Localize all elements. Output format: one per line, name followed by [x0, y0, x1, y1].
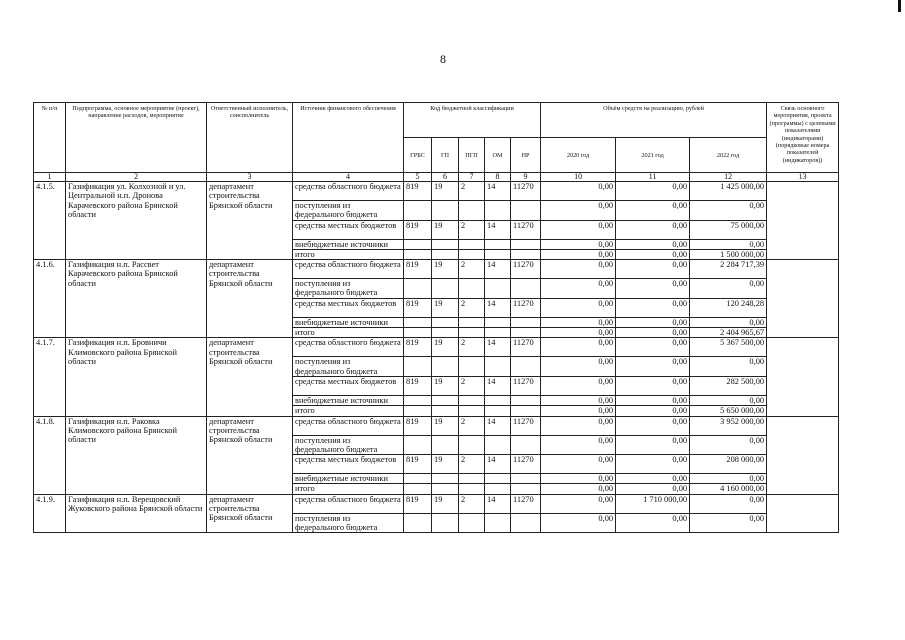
code-om — [485, 201, 511, 221]
value-2022: 0,00 — [690, 395, 767, 405]
item-name: Газификация ул. Колхозной и ул. Центральной н.п. Дронова Карачевского района Брянской области — [66, 182, 207, 260]
code-grbs — [404, 328, 432, 338]
code-gp — [432, 239, 459, 249]
value-2021: 0,00 — [616, 474, 690, 484]
value-2022: 0,00 — [690, 201, 767, 221]
value-2022: 1 500 000,00 — [690, 249, 767, 259]
indicator-link — [767, 416, 839, 494]
value-2020: 0,00 — [541, 395, 616, 405]
code-nr — [511, 279, 541, 299]
value-2021: 0,00 — [616, 416, 690, 435]
code-nr: 11270 — [511, 182, 541, 201]
code-om: 14 — [485, 298, 511, 317]
code-grbs: 819 — [404, 338, 432, 357]
code-om — [485, 513, 511, 533]
source-label: поступления из федерального бюджета — [293, 201, 404, 221]
source-label: средства областного бюджета — [293, 416, 404, 435]
value-2021: 0,00 — [616, 338, 690, 357]
column-number: 3 — [207, 173, 293, 182]
column-number: 2 — [66, 173, 207, 182]
code-nr — [511, 328, 541, 338]
budget-table — [33, 102, 839, 533]
value-2021: 0,00 — [616, 513, 690, 533]
value-2020: 0,00 — [541, 260, 616, 279]
code-om: 14 — [485, 182, 511, 201]
value-2020: 0,00 — [541, 279, 616, 299]
code-nr — [511, 406, 541, 416]
code-om: 14 — [485, 260, 511, 279]
code-gp — [432, 484, 459, 494]
code-grbs — [404, 513, 432, 533]
source-label: средства местных бюджетов — [293, 220, 404, 239]
column-number: 9 — [511, 173, 541, 182]
column-number: 12 — [690, 173, 767, 182]
code-pgp: 2 — [459, 416, 485, 435]
item-executor: департамент строительства Брянской области — [207, 182, 293, 260]
value-2020: 0,00 — [541, 494, 616, 513]
code-pgp — [459, 328, 485, 338]
code-gp — [432, 249, 459, 259]
header-nr: НР — [511, 138, 541, 173]
code-gp: 19 — [432, 376, 459, 395]
value-2020: 0,00 — [541, 484, 616, 494]
code-pgp — [459, 395, 485, 405]
value-2022: 0,00 — [690, 494, 767, 513]
value-2021: 0,00 — [616, 357, 690, 377]
source-label: средства областного бюджета — [293, 260, 404, 279]
code-gp: 19 — [432, 416, 459, 435]
code-nr: 11270 — [511, 338, 541, 357]
code-pgp: 2 — [459, 455, 485, 474]
code-gp — [432, 201, 459, 221]
header-program: Подпрограмма, основное мероприятие (проект), направление расходов, мероприятие — [66, 103, 207, 173]
column-number: 1 — [34, 173, 66, 182]
source-label: итого — [293, 484, 404, 494]
value-2020: 0,00 — [541, 376, 616, 395]
value-2020: 0,00 — [541, 338, 616, 357]
column-number: 13 — [767, 173, 839, 182]
value-2020: 0,00 — [541, 328, 616, 338]
code-pgp — [459, 249, 485, 259]
code-pgp: 2 — [459, 494, 485, 513]
code-pgp — [459, 201, 485, 221]
header-pgp: ПГП — [459, 138, 485, 173]
code-pgp — [459, 484, 485, 494]
value-2022: 0,00 — [690, 435, 767, 455]
header-gp: ГП — [432, 138, 459, 173]
column-number: 5 — [404, 173, 432, 182]
code-gp — [432, 328, 459, 338]
code-pgp — [459, 239, 485, 249]
value-2022: 120 248,28 — [690, 298, 767, 317]
column-number: 6 — [432, 173, 459, 182]
code-nr: 11270 — [511, 260, 541, 279]
value-2020: 0,00 — [541, 220, 616, 239]
code-nr — [511, 317, 541, 327]
header-num: № п/п — [34, 103, 66, 173]
header-link: Связь основного мероприятия, проекта (программы) с целевыми показателями (индикаторами) (порядковые номера показателей (индикаторов)) — [767, 103, 839, 173]
column-number: 10 — [541, 173, 616, 182]
value-2020: 0,00 — [541, 239, 616, 249]
value-2021: 0,00 — [616, 298, 690, 317]
value-2020: 0,00 — [541, 513, 616, 533]
code-grbs — [404, 317, 432, 327]
source-label: внебюджетные источники — [293, 474, 404, 484]
table-row — [34, 494, 839, 513]
value-2020: 0,00 — [541, 317, 616, 327]
value-2022: 4 160 000,00 — [690, 484, 767, 494]
code-gp — [432, 513, 459, 533]
code-nr — [511, 395, 541, 405]
item-number: 4.1.7. — [34, 338, 66, 416]
code-grbs: 819 — [404, 376, 432, 395]
value-2021: 0,00 — [616, 249, 690, 259]
code-om — [485, 249, 511, 259]
code-grbs — [404, 201, 432, 221]
value-2021: 0,00 — [616, 317, 690, 327]
code-gp: 19 — [432, 338, 459, 357]
value-2020: 0,00 — [541, 357, 616, 377]
header-2022: 2022 год — [690, 138, 767, 173]
code-nr: 11270 — [511, 376, 541, 395]
code-grbs — [404, 239, 432, 249]
value-2020: 0,00 — [541, 249, 616, 259]
column-number: 8 — [485, 173, 511, 182]
code-pgp — [459, 435, 485, 455]
code-pgp — [459, 357, 485, 377]
code-nr — [511, 484, 541, 494]
header-2021: 2021 год — [616, 138, 690, 173]
code-om — [485, 279, 511, 299]
value-2021: 0,00 — [616, 328, 690, 338]
value-2021: 1 710 000,00 — [616, 494, 690, 513]
code-gp: 19 — [432, 220, 459, 239]
value-2021: 0,00 — [616, 395, 690, 405]
source-label: средства местных бюджетов — [293, 298, 404, 317]
code-om — [485, 357, 511, 377]
value-2022: 5 650 000,00 — [690, 406, 767, 416]
code-gp — [432, 395, 459, 405]
source-label: внебюджетные источники — [293, 395, 404, 405]
code-grbs — [404, 279, 432, 299]
header-grbs: ГРБС — [404, 138, 432, 173]
value-2022: 0,00 — [690, 317, 767, 327]
column-numbers-row — [34, 173, 839, 182]
code-pgp — [459, 474, 485, 484]
value-2022: 0,00 — [690, 279, 767, 299]
header-volume: Объём средств на реализацию, рублей — [541, 103, 767, 138]
item-number: 4.1.8. — [34, 416, 66, 494]
value-2021: 0,00 — [616, 220, 690, 239]
source-label: средства местных бюджетов — [293, 455, 404, 474]
code-nr — [511, 249, 541, 259]
code-gp — [432, 317, 459, 327]
source-label: поступления из федерального бюджета — [293, 513, 404, 533]
item-executor: департамент строительства Брянской области — [207, 338, 293, 416]
code-om — [485, 474, 511, 484]
code-grbs: 819 — [404, 455, 432, 474]
code-om — [485, 239, 511, 249]
value-2021: 0,00 — [616, 201, 690, 221]
code-nr — [511, 239, 541, 249]
source-label: итого — [293, 406, 404, 416]
code-gp: 19 — [432, 182, 459, 201]
code-gp — [432, 474, 459, 484]
source-label: средства областного бюджета — [293, 494, 404, 513]
code-nr: 11270 — [511, 298, 541, 317]
code-nr — [511, 435, 541, 455]
item-name: Газификация н.п. Рассвет Карачевского района Брянской области — [66, 260, 207, 338]
code-pgp — [459, 513, 485, 533]
code-nr: 11270 — [511, 220, 541, 239]
code-om: 14 — [485, 220, 511, 239]
value-2020: 0,00 — [541, 416, 616, 435]
table-row — [34, 338, 839, 357]
value-2020: 0,00 — [541, 406, 616, 416]
table-row — [34, 416, 839, 435]
code-pgp: 2 — [459, 182, 485, 201]
code-om — [485, 435, 511, 455]
code-grbs — [404, 395, 432, 405]
table-body — [34, 182, 839, 533]
code-om — [485, 395, 511, 405]
value-2020: 0,00 — [541, 455, 616, 474]
code-nr — [511, 474, 541, 484]
value-2021: 0,00 — [616, 406, 690, 416]
code-pgp: 2 — [459, 220, 485, 239]
value-2022: 282 500,00 — [690, 376, 767, 395]
code-grbs — [404, 435, 432, 455]
source-label: итого — [293, 249, 404, 259]
value-2021: 0,00 — [616, 260, 690, 279]
code-grbs: 819 — [404, 182, 432, 201]
value-2020: 0,00 — [541, 182, 616, 201]
code-om — [485, 317, 511, 327]
code-nr — [511, 513, 541, 533]
source-label: средства областного бюджета — [293, 182, 404, 201]
indicator-link — [767, 182, 839, 260]
value-2022: 5 367 500,00 — [690, 338, 767, 357]
value-2022: 0,00 — [690, 357, 767, 377]
item-name: Газификация н.п. Раковка Климовского района Брянской области — [66, 416, 207, 494]
code-grbs — [404, 484, 432, 494]
code-gp — [432, 357, 459, 377]
code-om: 14 — [485, 376, 511, 395]
value-2021: 0,00 — [616, 239, 690, 249]
value-2021: 0,00 — [616, 455, 690, 474]
code-grbs: 819 — [404, 298, 432, 317]
item-executor: департамент строительства Брянской области — [207, 494, 293, 533]
code-pgp — [459, 317, 485, 327]
source-label: итого — [293, 328, 404, 338]
code-pgp: 2 — [459, 298, 485, 317]
value-2021: 0,00 — [616, 484, 690, 494]
code-nr: 11270 — [511, 494, 541, 513]
value-2021: 0,00 — [616, 279, 690, 299]
value-2022: 3 952 000,00 — [690, 416, 767, 435]
value-2021: 0,00 — [616, 376, 690, 395]
value-2021: 0,00 — [616, 182, 690, 201]
code-grbs: 819 — [404, 416, 432, 435]
column-number: 4 — [293, 173, 404, 182]
code-om — [485, 328, 511, 338]
value-2022: 1 425 000,00 — [690, 182, 767, 201]
item-name: Газификация н.п. Верещовский Жуковского района Брянской области — [66, 494, 207, 533]
value-2022: 0,00 — [690, 239, 767, 249]
table-row — [34, 260, 839, 279]
code-nr: 11270 — [511, 455, 541, 474]
header-source: Источник финансового обеспечения — [293, 103, 404, 173]
header-executor: Ответственный исполнитель, соисполнитель — [207, 103, 293, 173]
source-label: внебюджетные источники — [293, 317, 404, 327]
header-2020: 2020 год — [541, 138, 616, 173]
item-number: 4.1.9. — [34, 494, 66, 533]
page-number: 8 — [440, 52, 446, 66]
column-number: 11 — [616, 173, 690, 182]
code-gp — [432, 279, 459, 299]
source-label: поступления из федерального бюджета — [293, 435, 404, 455]
code-gp: 19 — [432, 455, 459, 474]
item-number: 4.1.5. — [34, 182, 66, 260]
code-om — [485, 484, 511, 494]
value-2022: 75 000,00 — [690, 220, 767, 239]
code-pgp: 2 — [459, 338, 485, 357]
code-gp: 19 — [432, 494, 459, 513]
code-gp: 19 — [432, 260, 459, 279]
code-gp — [432, 435, 459, 455]
indicator-link — [767, 338, 839, 416]
code-nr — [511, 201, 541, 221]
code-grbs — [404, 249, 432, 259]
code-om: 14 — [485, 338, 511, 357]
item-name: Газификация н.п. Бровничи Климовского района Брянской области — [66, 338, 207, 416]
code-pgp — [459, 279, 485, 299]
code-gp: 19 — [432, 298, 459, 317]
value-2022: 0,00 — [690, 474, 767, 484]
code-pgp — [459, 406, 485, 416]
code-grbs — [404, 357, 432, 377]
code-om — [485, 406, 511, 416]
code-grbs: 819 — [404, 260, 432, 279]
header-budget-code: Код бюджетной классификации — [404, 103, 541, 138]
code-om: 14 — [485, 455, 511, 474]
value-2020: 0,00 — [541, 474, 616, 484]
code-om: 14 — [485, 416, 511, 435]
code-om: 14 — [485, 494, 511, 513]
value-2022: 0,00 — [690, 513, 767, 533]
indicator-link — [767, 260, 839, 338]
table-row — [34, 182, 839, 201]
source-label: поступления из федерального бюджета — [293, 279, 404, 299]
value-2021: 0,00 — [616, 435, 690, 455]
column-number: 7 — [459, 173, 485, 182]
code-grbs — [404, 406, 432, 416]
code-pgp: 2 — [459, 376, 485, 395]
source-label: внебюджетные источники — [293, 239, 404, 249]
code-nr — [511, 357, 541, 377]
value-2020: 0,00 — [541, 298, 616, 317]
indicator-link — [767, 494, 839, 533]
code-grbs: 819 — [404, 220, 432, 239]
value-2020: 0,00 — [541, 435, 616, 455]
code-nr: 11270 — [511, 416, 541, 435]
source-label: поступления из федерального бюджета — [293, 357, 404, 377]
item-executor: департамент строительства Брянской области — [207, 416, 293, 494]
header-om: ОМ — [485, 138, 511, 173]
scan-edge-mark — [898, 0, 901, 12]
value-2020: 0,00 — [541, 201, 616, 221]
item-executor: департамент строительства Брянской области — [207, 260, 293, 338]
code-grbs — [404, 474, 432, 484]
source-label: средства местных бюджетов — [293, 376, 404, 395]
code-pgp: 2 — [459, 260, 485, 279]
source-label: средства областного бюджета — [293, 338, 404, 357]
value-2022: 2 404 965,67 — [690, 328, 767, 338]
item-number: 4.1.6. — [34, 260, 66, 338]
value-2022: 208 000,00 — [690, 455, 767, 474]
code-grbs: 819 — [404, 494, 432, 513]
code-gp — [432, 406, 459, 416]
value-2022: 2 284 717,39 — [690, 260, 767, 279]
